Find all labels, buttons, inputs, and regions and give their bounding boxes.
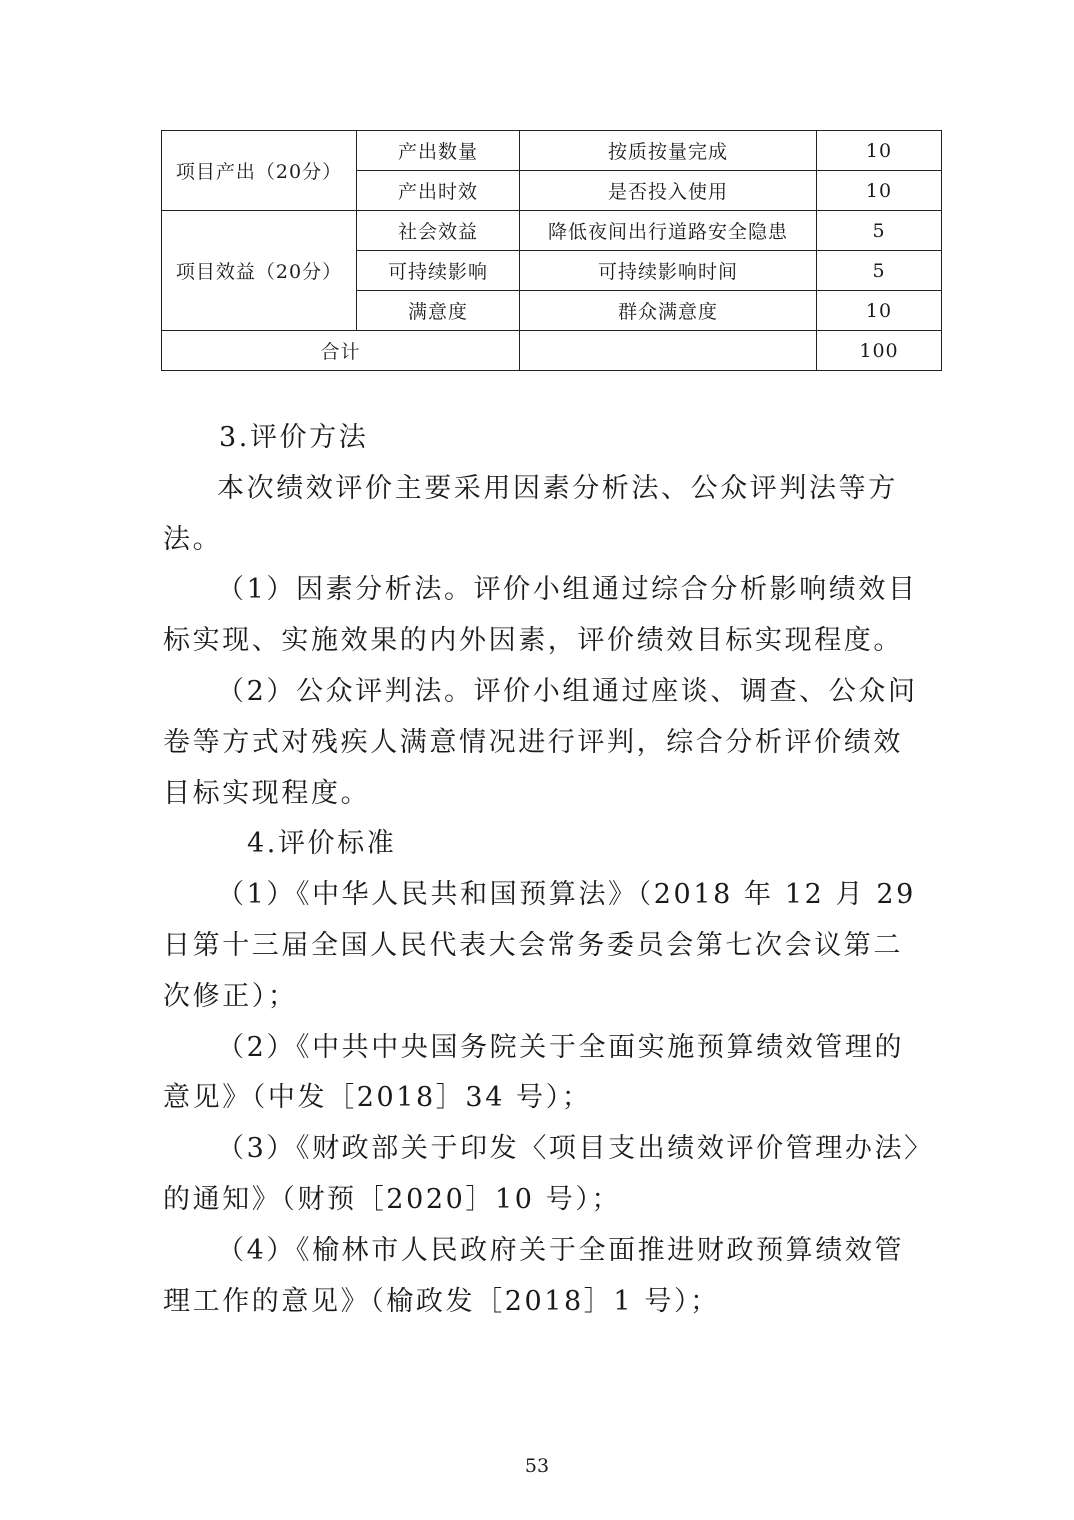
total-criterion-cell: [520, 331, 817, 371]
paragraph: （4）《榆林市人民政府关于全面推进财政预算绩效管理工作的意见》（榆政发［2018］1 号）；: [163, 1234, 905, 1317]
criterion-cell: 可持续影响时间: [520, 251, 817, 291]
section-heading-evaluation-standard: 4.评价标准: [247, 828, 397, 860]
page-number: 53: [524, 1455, 550, 1477]
indicator-cell: 产出数量: [357, 131, 520, 171]
table-row: [162, 131, 942, 171]
score-cell: 10: [817, 291, 942, 331]
criterion-cell: 群众满意度: [520, 291, 817, 331]
group-cell: 项目产出（20分）: [162, 131, 357, 211]
criterion-cell: 降低夜间出行道路安全隐患: [520, 211, 817, 251]
table-total-row: [162, 331, 942, 371]
paragraph: （2）公众评判法。评价小组通过座谈、调查、公众问卷等方式对残疾人满意情况进行评判，综合分析评价绩效目标实现程度。: [163, 675, 918, 809]
paragraph: （1）因素分析法。评价小组通过综合分析影响绩效目标实现、实施效果的内外因素，评价绩效目标实现程度。: [163, 574, 918, 657]
total-label-cell: 合计: [162, 331, 520, 371]
total-score-cell: 100: [817, 331, 942, 371]
criterion-cell: 是否投入使用: [520, 171, 817, 211]
paragraph: 本次绩效评价主要采用因素分析法、公众评判法等方法。: [163, 472, 898, 555]
section-heading-evaluation-method: 3.评价方法: [219, 422, 369, 453]
indicator-cell: 可持续影响: [357, 251, 520, 291]
body-text: [163, 413, 923, 1327]
indicator-cell: 社会效益: [357, 211, 520, 251]
indicator-cell: 产出时效: [357, 171, 520, 211]
table-row: [162, 211, 942, 251]
score-cell: 10: [817, 171, 942, 211]
criterion-cell: 按质按量完成: [520, 131, 817, 171]
score-table: [161, 130, 942, 371]
group-cell: 项目效益（20分）: [162, 211, 357, 331]
score-cell: 5: [817, 251, 942, 291]
paragraph: （1）《中华人民共和国预算法》（2018 年 12 月 29 日第十三届全国人民代表大会常务委员会第七次会议第二次修正）；: [163, 879, 916, 1012]
score-cell: 10: [817, 131, 942, 171]
paragraph: （2）《中共中央国务院关于全面实施预算绩效管理的意见》（中发［2018］34 号）；: [163, 1031, 905, 1114]
indicator-cell: 满意度: [357, 291, 520, 331]
paragraph: （3）《财政部关于印发〈项目支出绩效评价管理办法〉的通知》（财预［2020］10 号）；: [163, 1133, 921, 1215]
score-cell: 5: [817, 211, 942, 251]
